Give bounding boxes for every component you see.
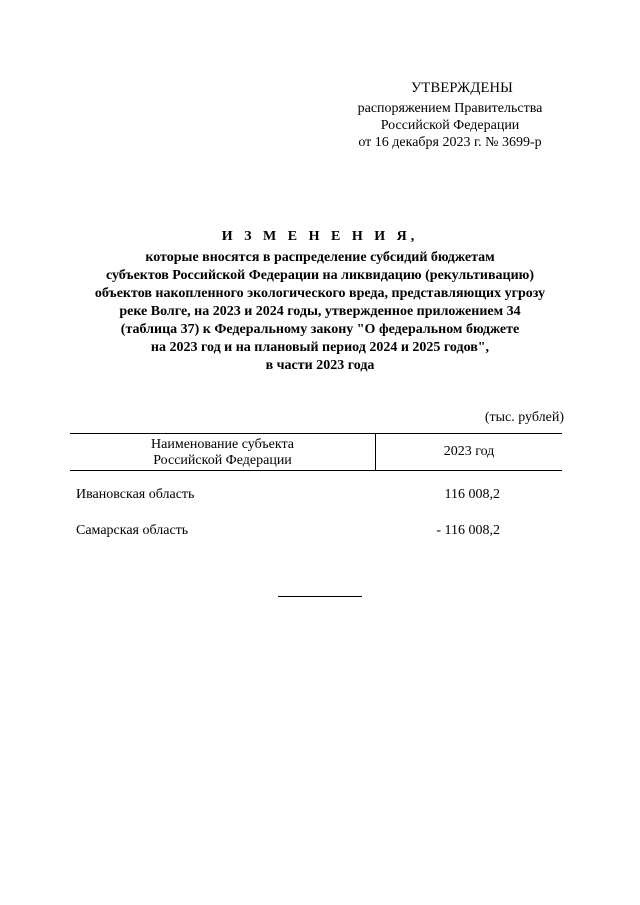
subtitle-line: в части 2023 года <box>265 358 375 373</box>
subtitle-line: реке Волге, на 2023 и 2024 годы, утвержденное приложением 34 <box>119 304 521 319</box>
approval-line-1: распоряжением Правительства <box>357 101 543 116</box>
header-year: 2023 год <box>443 444 495 459</box>
approval-line-2: Российской Федерации <box>380 118 520 133</box>
approval-line-3: от 16 декабря 2023 г. № 3699-р <box>358 135 542 150</box>
approval-block <box>340 80 560 151</box>
approval-title: УТВЕРЖДЕНЫ <box>410 80 514 96</box>
row-value: - 116 008,2 <box>436 523 500 538</box>
header-subject-line-2: Российской Федерации <box>153 453 292 468</box>
subtitle-line: объектов накопленного экологического вреда, представляющих угрозу <box>94 286 546 301</box>
table-header <box>70 433 562 471</box>
document-subtitle <box>60 249 580 375</box>
document-heading: И З М Е Н Е Н И Я, <box>221 229 419 244</box>
units-label: (тыс. рублей) <box>484 410 564 425</box>
subtitle-line: субъектов Российской Федерации на ликвидацию (рекультивацию) <box>105 268 535 283</box>
subtitle-line: которые вносятся в распределение субсидий бюджетам <box>145 250 495 265</box>
subtitle-line: (таблица 37) к Федеральному закону "О федеральном бюджете <box>120 322 520 337</box>
end-divider-line <box>278 596 362 597</box>
header-subject-line-1: Наименование субъекта <box>151 437 294 452</box>
header-subject-name <box>70 437 375 469</box>
subtitle-line: на 2023 год и на плановый период 2024 и 2025 годов", <box>150 340 490 355</box>
row-subject-name: Ивановская область <box>76 487 195 502</box>
row-subject-name: Самарская область <box>76 523 189 538</box>
row-value: 116 008,2 <box>444 487 500 502</box>
